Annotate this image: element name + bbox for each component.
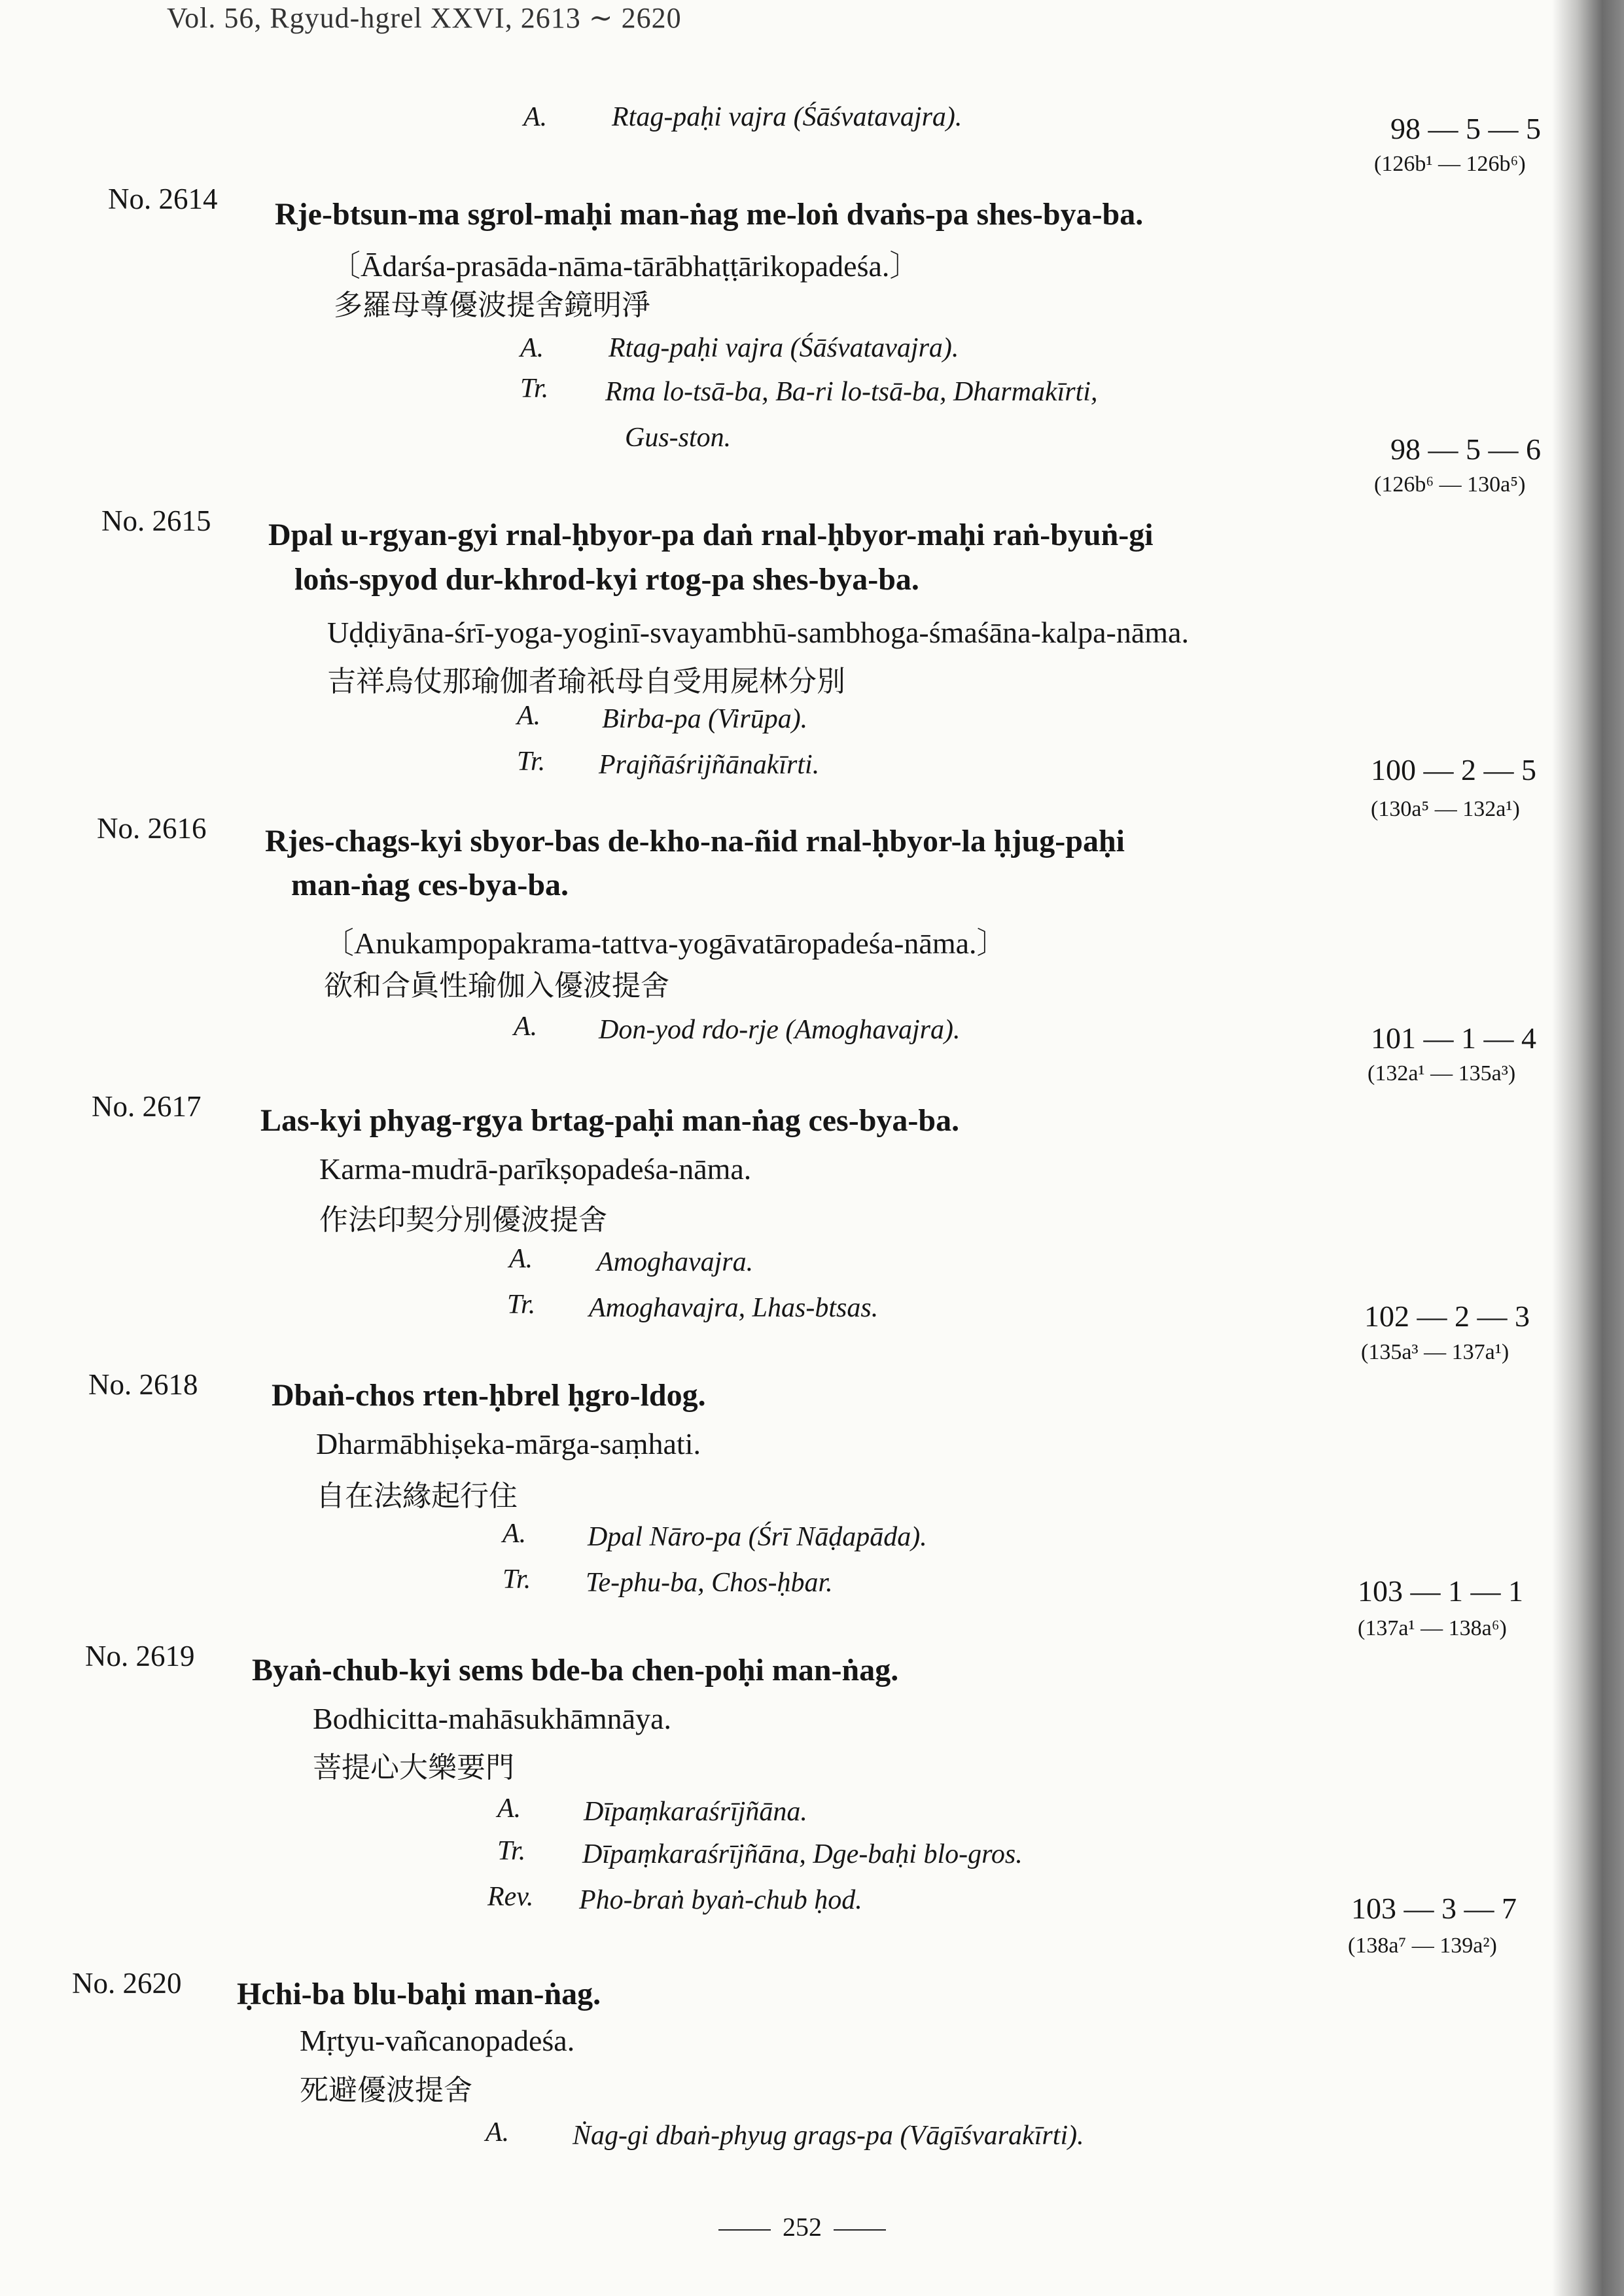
entry-sanskrit: Karma-mudrā-parīkṣopadeśa-nāma.	[319, 1152, 752, 1186]
entry-sanskrit: 〔Anukampopakrama-tattva-yogāvatāropadeśa-nāma.〕	[324, 927, 1007, 960]
attr-value: Ṅag-gi dbaṅ-phyug grags-pa (Vāgīśvarakīrti).	[573, 2121, 1084, 2151]
attr-label: A.	[514, 1012, 538, 1042]
entry-title: loṅs-spyod dur-khrod-kyi rtog-pa shes-bya-ba.	[294, 562, 919, 597]
attr-value: Rma lo-tsā-ba, Ba-ri lo-tsā-ba, Dharmakīrti,	[605, 377, 1098, 407]
entry-sanskrit: Bodhicitta-mahāsukhāmnāya.	[313, 1702, 672, 1735]
entry-ref: 103 — 3 — 7	[1351, 1892, 1517, 1925]
entry-number: No. 2617	[92, 1090, 202, 1123]
entry-sanskrit: Dharmābhiṣeka-mārga-saṃhati.	[316, 1427, 701, 1460]
attr-label: A.	[497, 1793, 521, 1824]
entry-title: man-ṅag ces-bya-ba.	[291, 868, 569, 902]
entry-folio: (126b⁶ — 130a⁵)	[1374, 472, 1526, 497]
entry-number: No. 2618	[88, 1368, 198, 1401]
attr-value: Prajñāśrijñānakīrti.	[599, 750, 820, 780]
footer-rule-left	[718, 2229, 771, 2231]
attr-label: Tr.	[520, 374, 549, 404]
attr-value: Te-phu-ba, Chos-ḥbar.	[586, 1568, 833, 1598]
entry-chinese: 作法印契分別優波提舍	[319, 1203, 607, 1237]
entry-chinese: 死避優波提舍	[300, 2074, 472, 2107]
page-number: 252	[783, 2212, 822, 2242]
entry-number: No. 2620	[72, 1967, 182, 2000]
entry-number: No. 2615	[101, 504, 211, 537]
page-footer	[707, 2212, 898, 2242]
attr-label: Tr.	[507, 1290, 536, 1320]
top-author-label: A.	[523, 102, 548, 132]
attr-label: A.	[503, 1519, 527, 1549]
entry-folio: (138a⁷ — 139a²)	[1348, 1934, 1497, 1958]
entry-number: No. 2616	[97, 812, 207, 845]
attr-value: Dīpaṃkaraśrījñāna, Dge-baḥi blo-gros.	[582, 1839, 1023, 1869]
attr-label: Tr.	[517, 747, 546, 777]
entry-ref: 103 — 1 — 1	[1358, 1574, 1523, 1608]
entry-chinese: 多羅母尊優波提舍鏡明淨	[334, 289, 650, 322]
entry-title: Dpal u-rgyan-gyi rnal-ḥbyor-pa daṅ rnal-ḥbyor-maḥi raṅ-byuṅ-gi	[268, 518, 1154, 552]
entry-number: No. 2619	[85, 1640, 195, 1672]
attr-value: Amoghavajra, Lhas-btsas.	[589, 1293, 879, 1323]
entry-title: Las-kyi phyag-rgya brtag-paḥi man-ṅag ces-bya-ba.	[260, 1103, 960, 1138]
entry-folio: (132a¹ — 135a³)	[1368, 1061, 1516, 1086]
attr-value: Dpal Nāro-pa (Śrī Nāḍapāda).	[588, 1522, 927, 1552]
entry-folio: (137a¹ — 138a⁶)	[1358, 1616, 1507, 1640]
entry-ref: 98 — 5 — 6	[1390, 433, 1541, 466]
entry-chinese: 自在法緣起行住	[316, 1479, 518, 1513]
attr-value: Pho-braṅ byaṅ-chub ḥod.	[579, 1885, 862, 1915]
entry-chinese: 欲和合眞性瑜伽入優波提舍	[324, 969, 669, 1002]
attr-label: A.	[509, 1244, 533, 1274]
attr-label: A.	[485, 2117, 510, 2147]
entry-folio: (135a³ — 137a¹)	[1361, 1340, 1509, 1364]
entry-folio: (130a⁵ — 132a¹)	[1371, 797, 1520, 821]
entry-ref: 102 — 2 — 3	[1364, 1299, 1530, 1333]
attr-value: Dīpaṃkaraśrījñāna.	[584, 1797, 807, 1827]
attr-value: Gus-ston.	[625, 423, 732, 453]
top-author-value: Rtag-paḥi vajra (Śāśvatavajra).	[612, 102, 962, 132]
entry-sanskrit: Uḍḍiyāna-śrī-yoga-yoginī-svayambhū-sambhoga-śmaśāna-kalpa-nāma.	[327, 616, 1189, 649]
entry-sanskrit: Mṛtyu-vañcanopadeśa.	[300, 2024, 575, 2057]
footer-rule-right	[834, 2229, 886, 2231]
entry-ref: 101 — 1 — 4	[1371, 1021, 1536, 1055]
attr-value: Rtag-paḥi vajra (Śāśvatavajra).	[609, 333, 959, 363]
entry-title: Dbaṅ-chos rten-ḥbrel ḥgro-ldog.	[272, 1378, 706, 1413]
attr-label: A.	[517, 701, 541, 731]
entry-title: Byaṅ-chub-kyi sems bde-ba chen-poḥi man-ṅag.	[252, 1653, 899, 1687]
attr-label: A.	[520, 333, 544, 363]
entry-number: No. 2614	[108, 183, 218, 215]
top-folio: (126b¹ — 126b⁶)	[1374, 152, 1526, 176]
attr-value: Birba-pa (Virūpa).	[602, 704, 808, 734]
attr-value: Amoghavajra.	[597, 1247, 754, 1277]
entry-title: Ḥchi-ba blu-baḥi man-ṅag.	[237, 1977, 601, 2011]
entry-sanskrit: 〔Ādarśa-prasāda-nāma-tārābhaṭṭārikopadeśa.〕	[330, 249, 920, 283]
entry-chinese: 菩提心大樂要門	[313, 1751, 514, 1784]
scan-edge-shadow	[1552, 0, 1624, 2296]
attr-label: Rev.	[487, 1882, 534, 1912]
entry-title: Rjes-chags-kyi sbyor-bas de-kho-na-ñid rnal-ḥbyor-la ḥjug-paḥi	[265, 824, 1125, 858]
top-ref: 98 — 5 — 5	[1390, 112, 1541, 145]
attr-label: Tr.	[503, 1564, 531, 1595]
entry-chinese: 吉祥烏仗那瑜伽者瑜祇母自受用屍林分別	[327, 665, 845, 698]
running-header: Vol. 56, Rgyud-hgrel XXVI, 2613 ∼ 2620	[167, 2, 682, 34]
attr-value: Don-yod rdo-rje (Amoghavajra).	[599, 1015, 961, 1045]
entry-ref: 100 — 2 — 5	[1371, 753, 1536, 786]
entry-title: Rje-btsun-ma sgrol-maḥi man-ṅag me-loṅ dvaṅs-pa shes-bya-ba.	[275, 197, 1144, 232]
attr-label: Tr.	[497, 1836, 526, 1866]
